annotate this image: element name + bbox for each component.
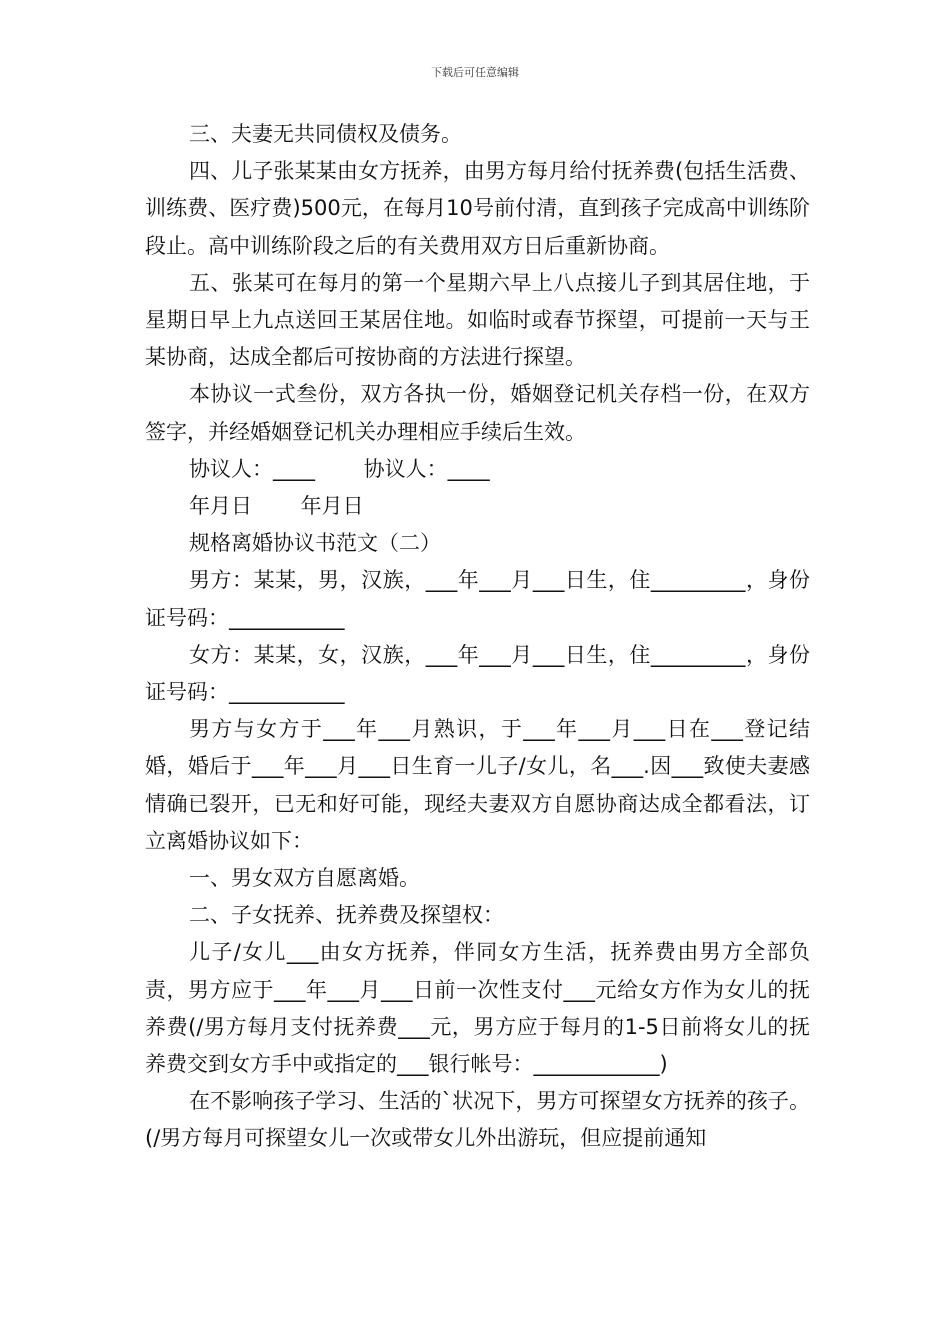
paragraph-child-visitation: 在不影响孩子学习、生活的`状况下，男方可探望女方抚养的孩子。(/男方每月可探望女儿一次或带女儿外出游玩，但应提前通知: [145, 1089, 810, 1151]
paragraph-dates: 年月日 年月日: [189, 494, 364, 519]
paragraph-child-section: 二、子女抚养、抚养费及探望权：: [189, 903, 504, 928]
document-body: [145, 116, 810, 1158]
paragraph-female-party: 女方：某某，女，汉族，___年___月___日生，住_________，身份证号码：___________: [145, 642, 810, 705]
paragraph-copies: 本协议一式叁份，双方各执一份，婚姻登记机关存档一份，在双方签字，并经婚姻登记机关办理相应手续后生效。: [145, 382, 810, 444]
section-title: 规格离婚协议书范文（二）: [189, 531, 441, 556]
paragraph-divorce-agreed: 一、男女双方自愿离婚。: [189, 866, 420, 891]
paragraph-signatories: 协议人：____ 协议人：____: [189, 456, 490, 481]
paragraph-child-support: 儿子/女儿___由女方抚养，伴同女方生活，抚养费由男方全部负责，男方应于___年___月___日前一次性支付___元给女方作为女儿的抚养费(/男方每月支付抚养费___元，男方应于每月的1-5日前将女儿的抚养费交到女方手中或指定的___银行帐号：____________): [145, 940, 810, 1077]
page-header: 下载后可任意编辑: [431, 66, 519, 79]
paragraph-marriage-history: 男方与女方于___年___月熟识，于___年___月___日在___登记结婚，婚后于___年___月___日生育一儿子/女儿，名___.因___致使夫妻感情确已裂开，已无和好可能，现经夫妻双方自愿协商达成全都看法，订立离婚协议如下：: [145, 717, 810, 853]
paragraph-son-custody: 四、儿子张某某由女方抚养，由男方每月给付抚养费(包括生活费、训练费、医疗费)500元，在每月10号前付清，直到孩子完成高中训练阶段止。高中训练阶段之后的有关费用双方日后重新协商。: [145, 159, 810, 258]
paragraph-visitation: 五、张某可在每月的第一个星期六早上八点接儿子到其居住地，于星期日早上九点送回王某居住地。如临时或春节探望，可提前一天与王某协商，达成全都后可按协商的方法进行探望。: [145, 270, 810, 370]
paragraph-debts: 三、夫妻无共同债权及债务。: [189, 122, 462, 146]
paragraph-male-party: 男方：某某，男，汉族，___年___月___日生，住_________，身份证号码：___________: [145, 568, 810, 630]
